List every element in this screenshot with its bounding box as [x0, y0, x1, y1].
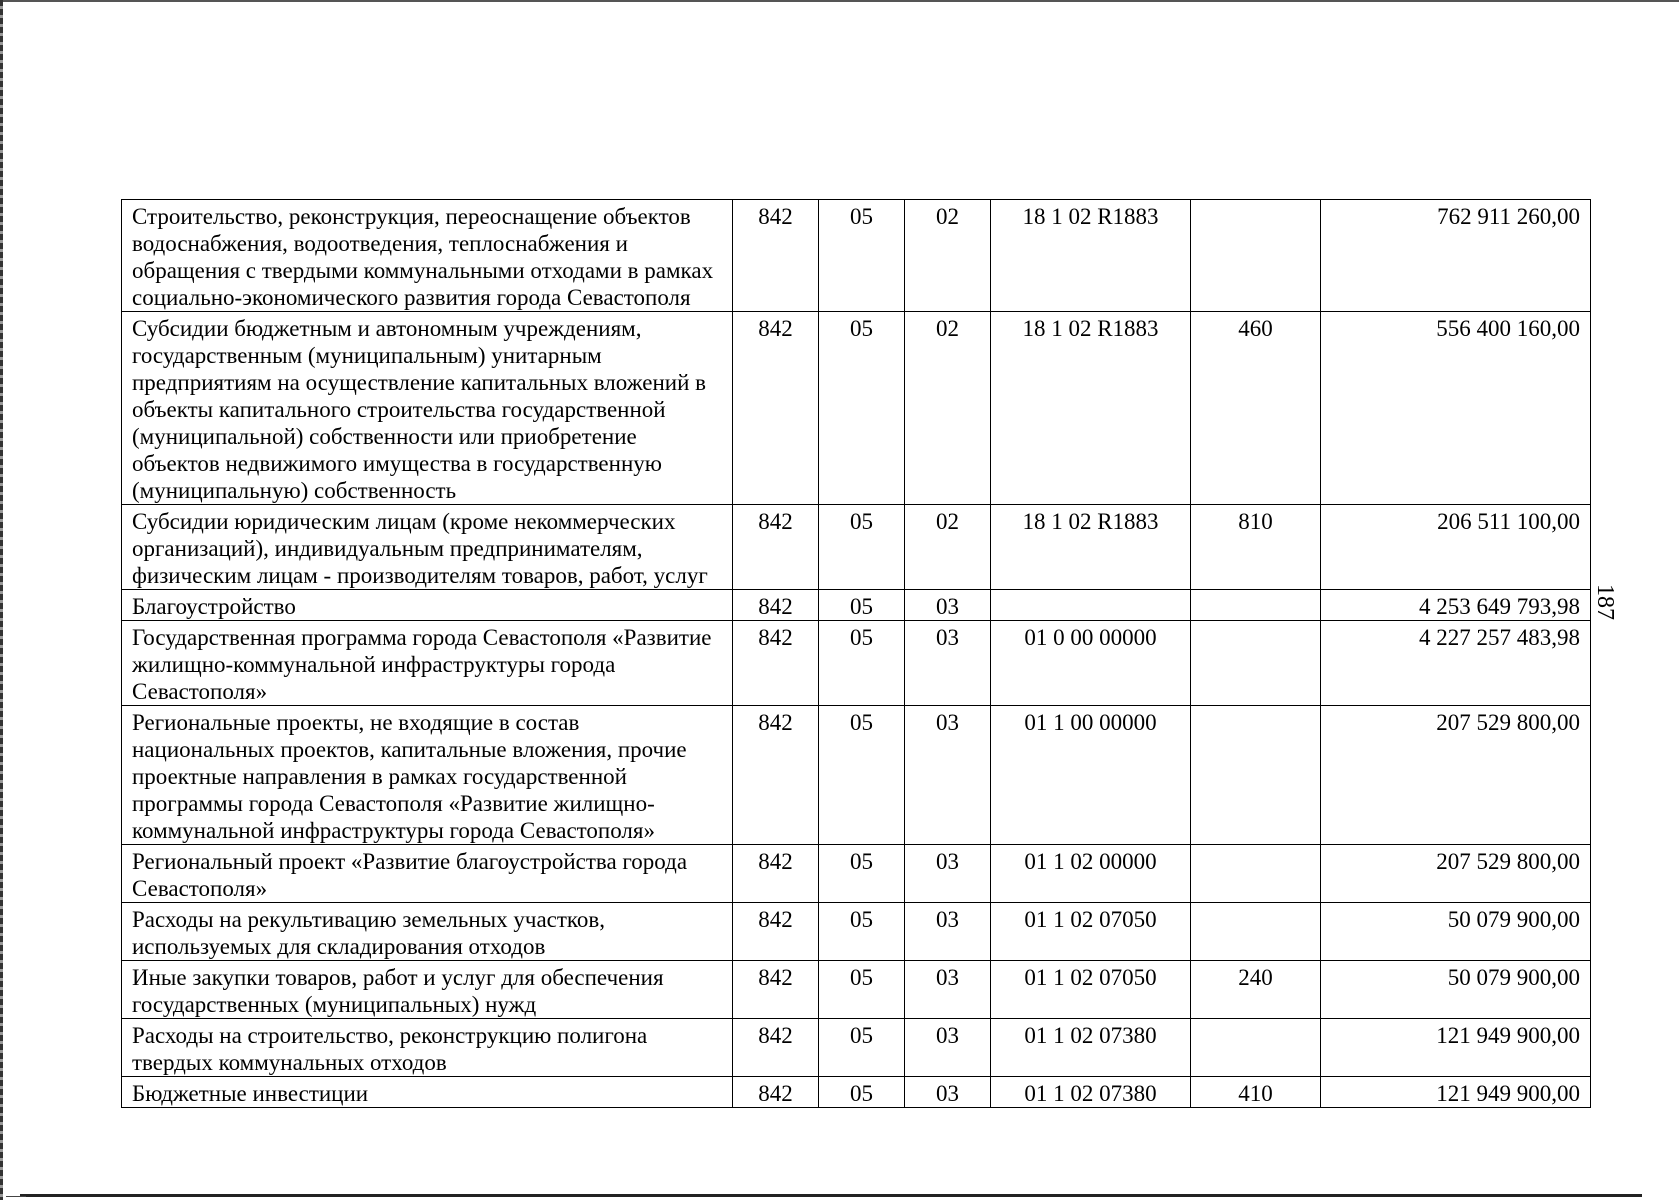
expense-name-cell: Региональный проект «Развитие благоустройства города Севастополя»: [122, 845, 733, 903]
expense-type-cell: 810: [1191, 505, 1321, 590]
table-row: [122, 1019, 1591, 1077]
amount-cell: 206 511 100,00: [1321, 505, 1591, 590]
expense-name-cell: Иные закупки товаров, работ и услуг для обеспечения государственных (муниципальных) нужд: [122, 961, 733, 1019]
ministry-code-cell: 842: [733, 706, 819, 845]
expense-name-cell: Строительство, реконструкция, переоснащение объектов водоснабжения, водоотведения, теплоснабжения и обращения с твердыми коммунальными отходами в рамках социально-экономического развития города Севастополя: [122, 200, 733, 312]
table-row: [122, 312, 1591, 505]
subsection-code-cell: 03: [905, 845, 991, 903]
table-row: [122, 845, 1591, 903]
table-row: [122, 590, 1591, 621]
target-article-cell: 01 0 00 00000: [991, 621, 1191, 706]
ministry-code-cell: 842: [733, 621, 819, 706]
amount-cell: 4 227 257 483,98: [1321, 621, 1591, 706]
scan-top-edge: [0, 0, 1679, 2]
target-article-cell: 18 1 02 R1883: [991, 200, 1191, 312]
subsection-code-cell: 03: [905, 621, 991, 706]
subsection-code-cell: 03: [905, 961, 991, 1019]
expense-type-cell: [1191, 903, 1321, 961]
amount-cell: 207 529 800,00: [1321, 706, 1591, 845]
expense-name-cell: Субсидии бюджетным и автономным учреждениям, государственным (муниципальным) унитарным предприятиям на осуществление капитальных вложений в объекты капитального строительства государственной (муниципальной) собственности или приобретение объектов недвижимого имущества в государственную (муниципальную) собственность: [122, 312, 733, 505]
target-article-cell: 01 1 02 07050: [991, 961, 1191, 1019]
table-row: [122, 200, 1591, 312]
section-code-cell: 05: [819, 621, 905, 706]
table-row: [122, 903, 1591, 961]
ministry-code-cell: 842: [733, 961, 819, 1019]
expense-type-cell: [1191, 621, 1321, 706]
expense-name-cell: Субсидии юридическим лицам (кроме некоммерческих организаций), индивидуальным предпринимателям, физическим лицам - производителям товаров, работ, услуг: [122, 505, 733, 590]
subsection-code-cell: 02: [905, 200, 991, 312]
ministry-code-cell: 842: [733, 903, 819, 961]
expense-type-cell: 240: [1191, 961, 1321, 1019]
target-article-cell: 01 1 00 00000: [991, 706, 1191, 845]
section-code-cell: 05: [819, 706, 905, 845]
section-code-cell: 05: [819, 505, 905, 590]
expense-type-cell: [1191, 845, 1321, 903]
subsection-code-cell: 03: [905, 590, 991, 621]
table-row: [122, 621, 1591, 706]
target-article-cell: [991, 590, 1191, 621]
table-row: [122, 706, 1591, 845]
section-code-cell: 05: [819, 1019, 905, 1077]
target-article-cell: 01 1 02 00000: [991, 845, 1191, 903]
subsection-code-cell: 03: [905, 1019, 991, 1077]
expense-name-cell: Бюджетные инвестиции: [122, 1077, 733, 1108]
ministry-code-cell: 842: [733, 505, 819, 590]
target-article-cell: 01 1 02 07380: [991, 1077, 1191, 1108]
amount-cell: 50 079 900,00: [1321, 961, 1591, 1019]
section-code-cell: 05: [819, 590, 905, 621]
expense-type-cell: [1191, 1019, 1321, 1077]
table-row: [122, 1077, 1591, 1108]
expense-type-cell: 410: [1191, 1077, 1321, 1108]
section-code-cell: 05: [819, 903, 905, 961]
page-number: 187: [1592, 584, 1618, 620]
ministry-code-cell: 842: [733, 312, 819, 505]
section-code-cell: 05: [819, 961, 905, 1019]
target-article-cell: 18 1 02 R1883: [991, 312, 1191, 505]
bottom-rule-mark: [6, 1196, 26, 1197]
expense-type-cell: [1191, 706, 1321, 845]
expense-name-cell: Региональные проекты, не входящие в состав национальных проектов, капитальные вложения, прочие проектные направления в рамках государственной программы города Севастополя «Развитие жилищно-коммунальной инфраструктуры города Севастополя»: [122, 706, 733, 845]
budget-table-body: [122, 200, 1591, 1108]
target-article-cell: 18 1 02 R1883: [991, 505, 1191, 590]
amount-cell: 121 949 900,00: [1321, 1077, 1591, 1108]
section-code-cell: 05: [819, 312, 905, 505]
amount-cell: 50 079 900,00: [1321, 903, 1591, 961]
expense-name-cell: Расходы на строительство, реконструкцию полигона твердых коммунальных отходов: [122, 1019, 733, 1077]
section-code-cell: 05: [819, 200, 905, 312]
ministry-code-cell: 842: [733, 1077, 819, 1108]
subsection-code-cell: 02: [905, 312, 991, 505]
subsection-code-cell: 02: [905, 505, 991, 590]
subsection-code-cell: 03: [905, 903, 991, 961]
subsection-code-cell: 03: [905, 1077, 991, 1108]
bottom-rule: [20, 1194, 1642, 1197]
ministry-code-cell: 842: [733, 845, 819, 903]
target-article-cell: 01 1 02 07380: [991, 1019, 1191, 1077]
expense-type-cell: 460: [1191, 312, 1321, 505]
amount-cell: 121 949 900,00: [1321, 1019, 1591, 1077]
amount-cell: 207 529 800,00: [1321, 845, 1591, 903]
amount-cell: 762 911 260,00: [1321, 200, 1591, 312]
expense-name-cell: Государственная программа города Севастополя «Развитие жилищно-коммунальной инфраструктуры города Севастополя»: [122, 621, 733, 706]
section-code-cell: 05: [819, 845, 905, 903]
ministry-code-cell: 842: [733, 1019, 819, 1077]
subsection-code-cell: 03: [905, 706, 991, 845]
expense-type-cell: [1191, 590, 1321, 621]
section-code-cell: 05: [819, 1077, 905, 1108]
table-row: [122, 505, 1591, 590]
amount-cell: 4 253 649 793,98: [1321, 590, 1591, 621]
expense-name-cell: Благоустройство: [122, 590, 733, 621]
ministry-code-cell: 842: [733, 200, 819, 312]
budget-table: [121, 199, 1591, 1108]
amount-cell: 556 400 160,00: [1321, 312, 1591, 505]
scan-left-edge: [0, 0, 3, 1200]
table-row: [122, 961, 1591, 1019]
expense-name-cell: Расходы на рекультивацию земельных участков, используемых для складирования отходов: [122, 903, 733, 961]
expense-type-cell: [1191, 200, 1321, 312]
target-article-cell: 01 1 02 07050: [991, 903, 1191, 961]
ministry-code-cell: 842: [733, 590, 819, 621]
